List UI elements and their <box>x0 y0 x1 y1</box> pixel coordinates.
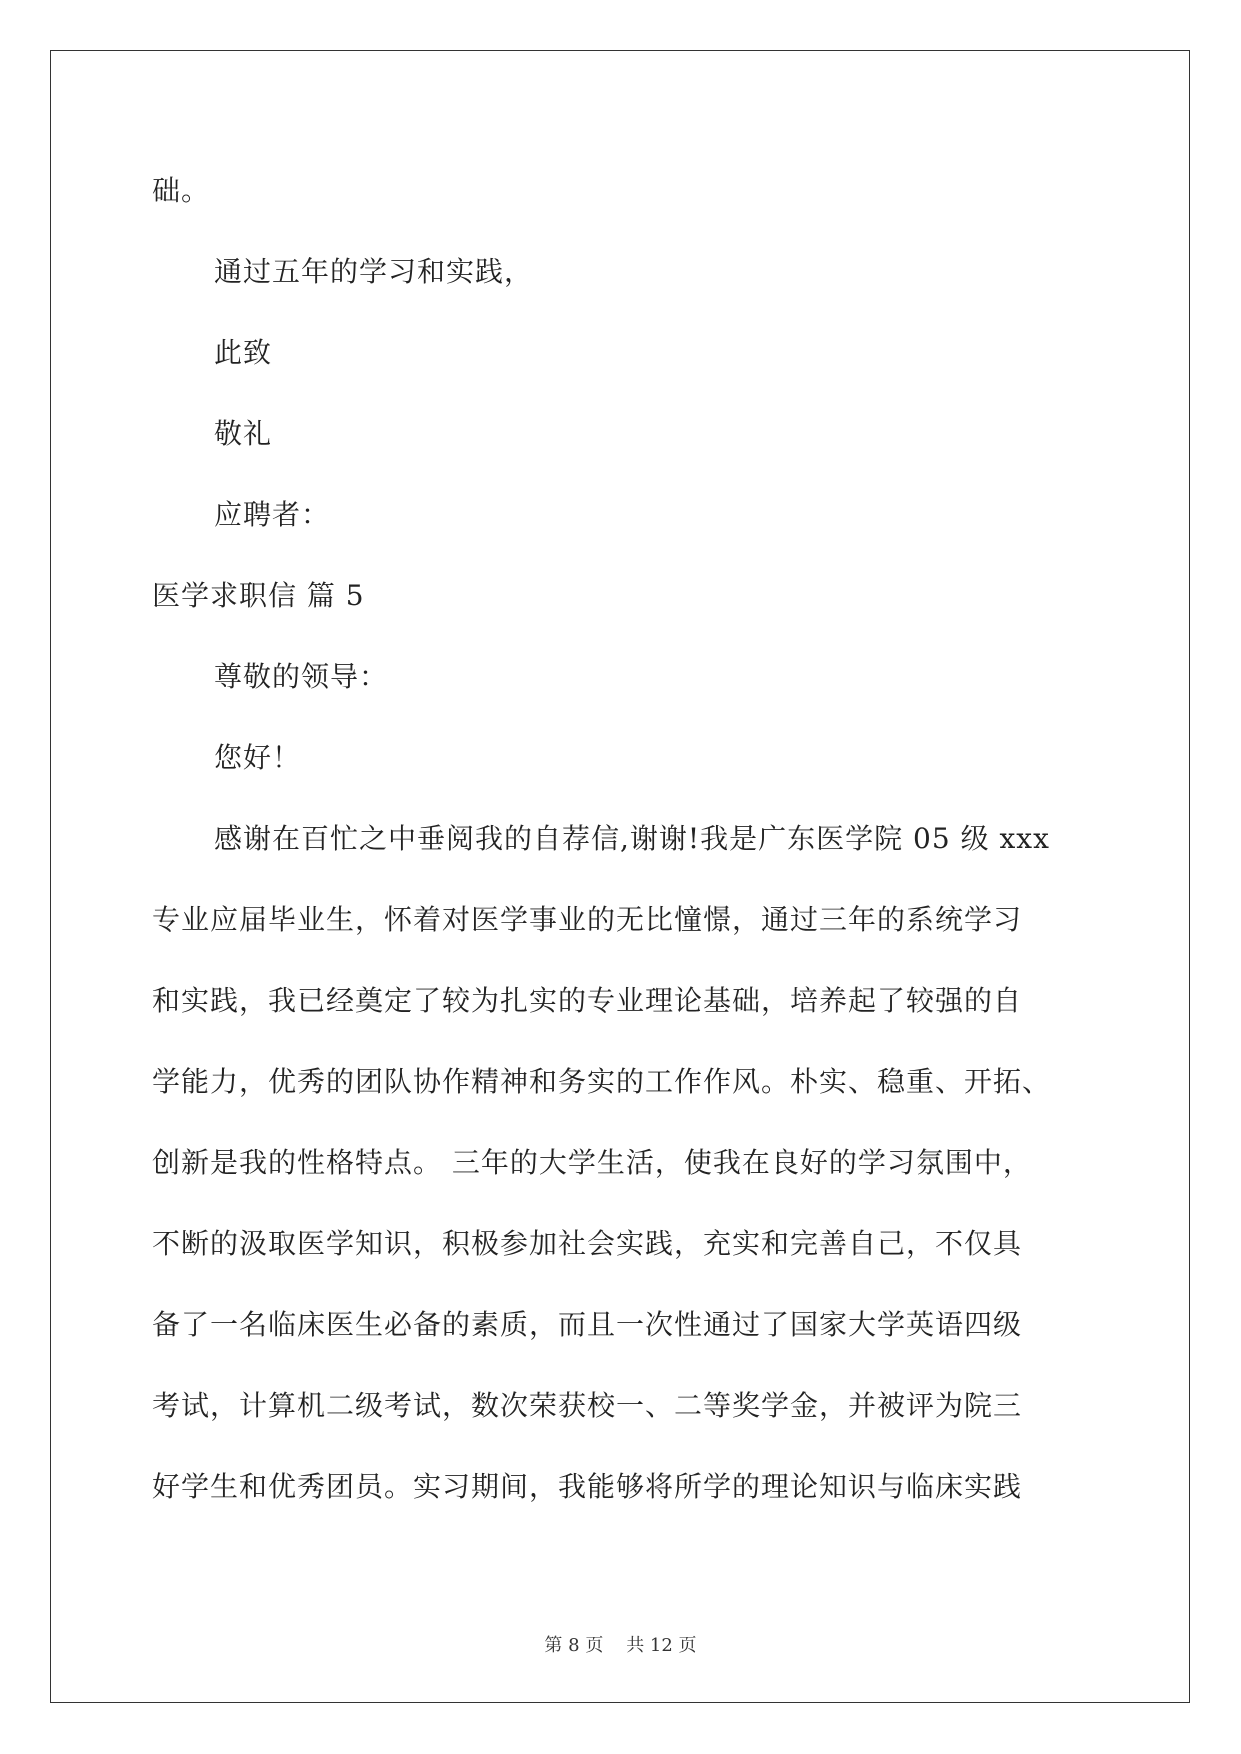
salutation: 尊敬的领导： <box>214 660 389 693</box>
closing-line: 此致 <box>214 336 273 369</box>
closing-line: 敬礼 <box>214 417 273 450</box>
paragraph-line: 备了一名临床医生必备的素质，而且一次性通过了国家大学英语四级 <box>152 1308 1023 1341</box>
page-footer <box>0 1634 1241 1658</box>
section-heading: 医学求职信 篇 5 <box>152 579 365 612</box>
paragraph-line: 考试，计算机二级考试，数次荣获校一、二等奖学金，并被评为院三 <box>152 1389 1023 1422</box>
paragraph-line: 感谢在百忙之中垂阅我的自荐信,谢谢!我是广东医学院 05 级 xxx <box>214 822 1050 855</box>
greeting: 您好！ <box>214 741 302 774</box>
paragraph-line: 和实践，我已经奠定了较为扎实的专业理论基础，培养起了较强的自 <box>152 984 1023 1017</box>
paragraph-line: 好学生和优秀团员。实习期间，我能够将所学的理论知识与临床实践 <box>152 1470 1023 1503</box>
page-border <box>50 50 1190 1703</box>
text-line: 础。 <box>152 174 211 207</box>
paragraph-line: 学能力，优秀的团队协作精神和务实的工作作风。朴实、稳重、开拓、 <box>152 1065 1052 1098</box>
paragraph-line: 不断的汲取医学知识，积极参加社会实践，充实和完善自己，不仅具 <box>152 1227 1023 1260</box>
signature-line: 应聘者： <box>214 498 331 531</box>
paragraph-line: 专业应届毕业生，怀着对医学事业的无比憧憬，通过三年的系统学习 <box>152 903 1023 936</box>
paragraph-line: 创新是我的性格特点。 三年的大学生活，使我在良好的学习氛围中， <box>152 1146 1032 1179</box>
page-number-label: 第 8 页 共 12 页 <box>544 1635 697 1656</box>
text-line: 通过五年的学习和实践， <box>214 255 534 288</box>
